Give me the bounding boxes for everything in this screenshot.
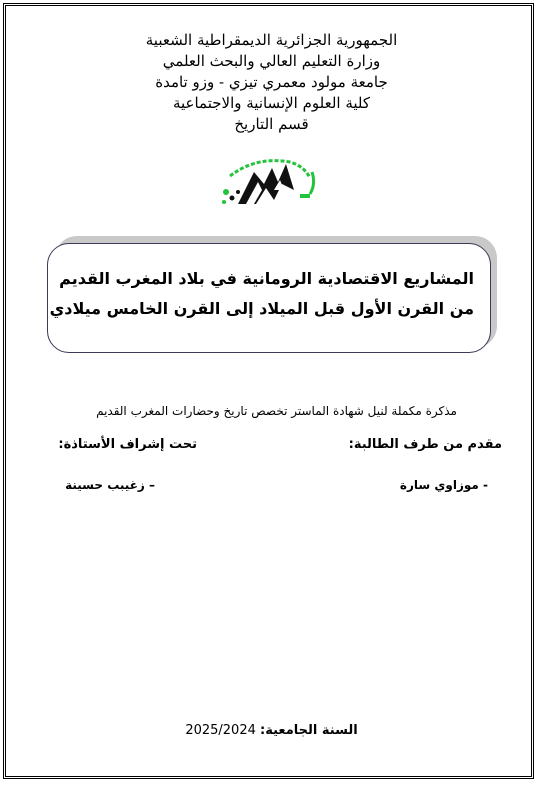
memo-description: مذكرة مكملة لنيل شهادة الماستر تخصص تاريخ وحضارات المغرب القديم <box>96 404 457 418</box>
academic-year-label: السنة الجامعية: <box>260 723 358 738</box>
academic-year <box>0 723 543 738</box>
ministry-name: وزارة التعليم العالي والبحث العلمي <box>162 52 381 70</box>
academic-year-value: 2025/2024 <box>185 723 256 738</box>
university-logo <box>216 150 322 206</box>
university-name: جامعة مولود معمري تيزي - وزو تامدة <box>155 73 388 91</box>
student-name: - موزاوي سارة <box>399 478 488 492</box>
submitted-by-label: مقدم من طرف الطالبة: <box>348 437 502 452</box>
thesis-title-line-2: من القرن الأول قبل الميلاد إلى القرن الخامس ميلادي <box>49 299 474 318</box>
department-name: قسم التاريخ <box>234 115 309 133</box>
thesis-title-box <box>47 243 491 353</box>
republic-name: الجمهورية الجزائرية الديمقراطية الشعبية <box>145 31 398 49</box>
supervision-label: تحت إشراف الأستاذة: <box>58 437 197 452</box>
thesis-title-line-1: المشاريع الاقتصادية الرومانية في بلاد المغرب القديم <box>59 269 474 288</box>
supervisor-name: – زغيبب حسينة <box>65 478 155 492</box>
institution-header <box>0 30 543 135</box>
faculty-name: كلية العلوم الإنسانية والاجتماعية <box>172 94 371 112</box>
